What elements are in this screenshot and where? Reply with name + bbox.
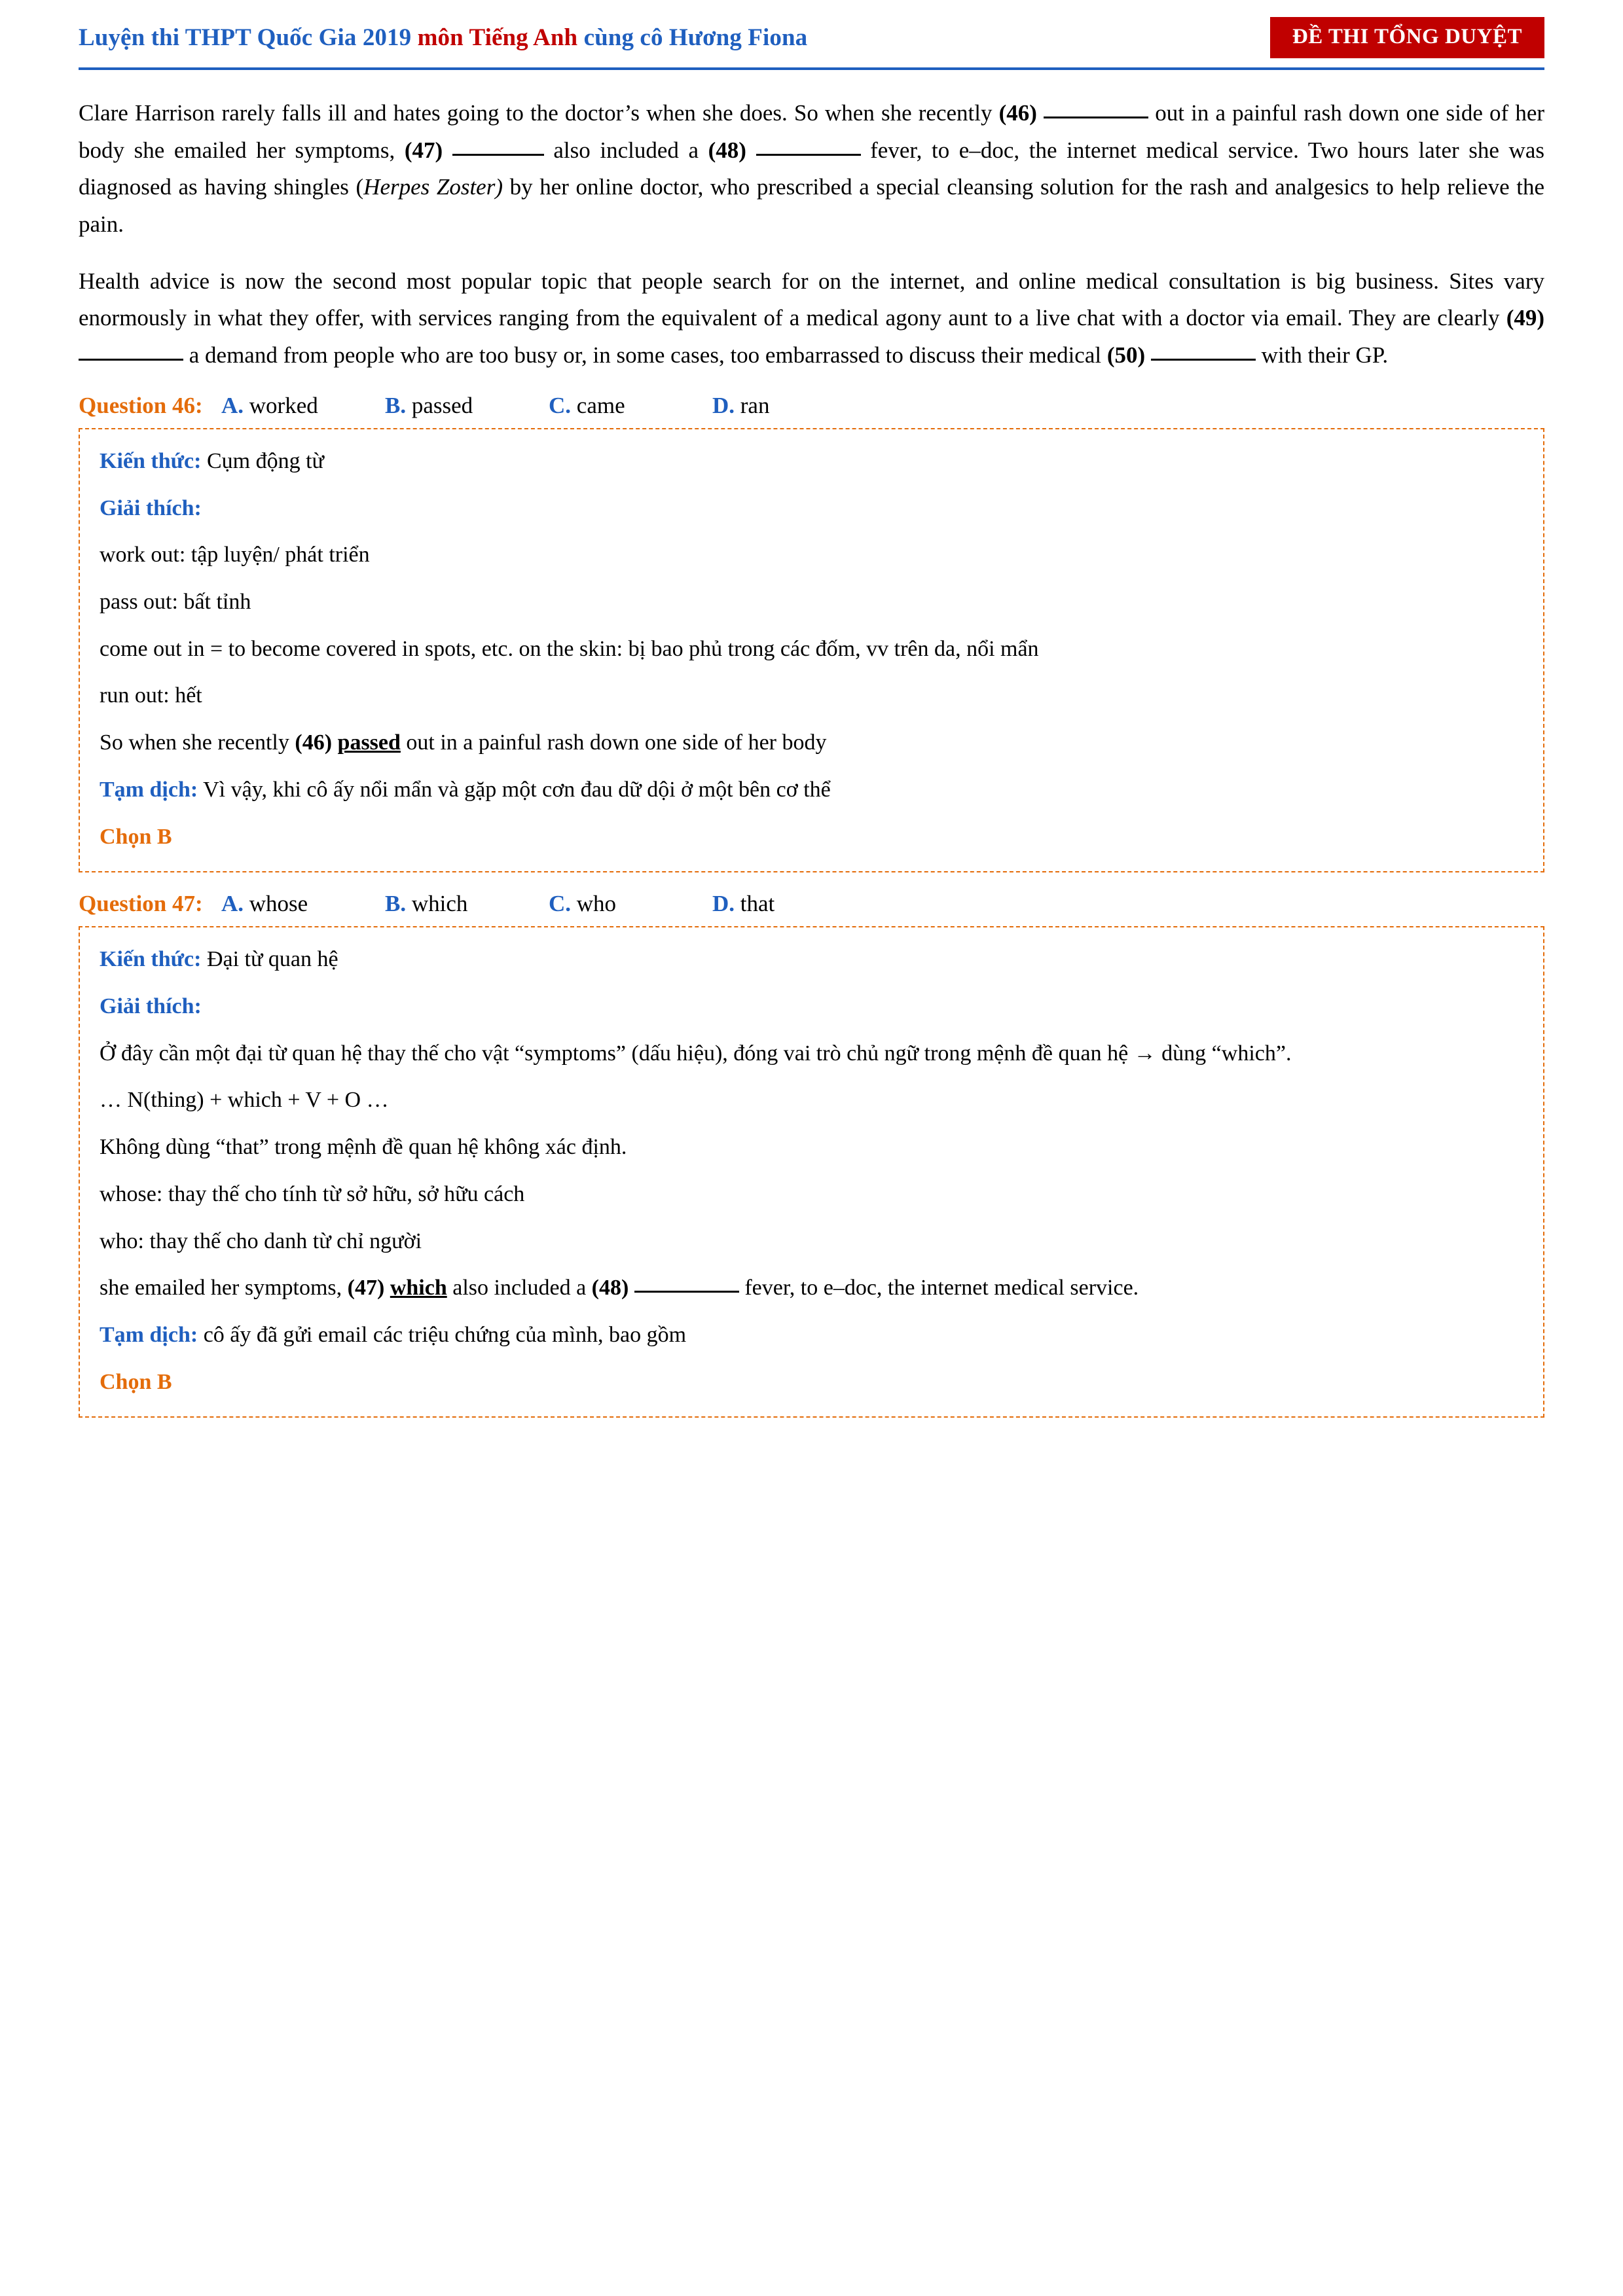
option-text: came (571, 392, 625, 418)
passage-p1-num46: (46) (998, 100, 1037, 126)
option-letter: D. (712, 392, 735, 418)
question-47-option-a[interactable] (221, 891, 385, 917)
header-title-part1: Luyện thi THPT Quốc Gia 2019 (79, 24, 418, 51)
sentence-num: (47) (347, 1276, 385, 1300)
chon-answer: Chọn B (100, 824, 172, 849)
explanation-47-line-4: whose: thay thế cho tính từ sở hữu, sở hữu cách (100, 1181, 525, 1206)
sentence-c: fever, to e–doc, the internet medical service. (739, 1276, 1139, 1300)
tam-dich-46 (100, 772, 1523, 808)
explanation-47-sentence (100, 1270, 1523, 1306)
option-letter: D. (712, 891, 735, 917)
header-divider (79, 67, 1544, 70)
question-row-46 (79, 393, 1544, 419)
option-letter: A. (221, 891, 244, 917)
sentence-num2: (48) (591, 1276, 629, 1300)
blank-46 (1044, 117, 1148, 118)
chon-47 (100, 1365, 1523, 1400)
header-title-part3: cùng cô Hương Fiona (583, 24, 808, 51)
option-text: who (571, 891, 617, 917)
explanation-47-line-5: who: thay thế cho danh từ chỉ người (100, 1229, 422, 1253)
kien-thuc-value: Cụm động từ (201, 448, 324, 473)
chon-answer: Chọn B (100, 1369, 172, 1394)
giai-thich-label: Giải thích: (100, 495, 202, 520)
passage-paragraph-1 (79, 95, 1544, 243)
passage-p1-a: Clare Harrison rarely falls ill and hates going to the doctor’s when she does. So when she recently (79, 100, 999, 126)
explanation-46-sentence (100, 725, 1523, 761)
option-text: that (735, 891, 775, 917)
passage-p2-a: Health advice is now the second most popular topic that people search for on the internet, and online medical consultation is big business. Sites vary enormously in what they offer, with services ranging from the equivalent of a medical agony aunt to a live chat with a doctor via email. They are clearly (79, 268, 1544, 331)
sentence-a: So when she recently (100, 730, 295, 755)
tam-dich-label: Tạm dịch: (100, 1323, 198, 1348)
tam-dich-value: cô ấy đã gửi email các triệu chứng của mình, bao gồm (198, 1323, 687, 1348)
kien-thuc-47 (100, 942, 1523, 977)
question-47-option-b[interactable] (385, 891, 549, 917)
passage-p2-num49: (49) (1506, 305, 1544, 331)
passage-p1-e: by her online doctor, who prescribed a special cleansing solution for the rash and analgesics to help relieve the pain. (79, 174, 1544, 238)
passage-p1-num47: (47) (404, 137, 443, 163)
sentence-num: (46) (295, 730, 333, 755)
option-letter: C. (549, 392, 572, 418)
sentence-b: also included a (447, 1276, 592, 1300)
blank-48-explanation (634, 1291, 739, 1293)
explanation-47-line-1: Ở đây cần một đại từ quan hệ thay thế cho vật “symptoms” (dấu hiệu), đóng vai trò chủ ngữ trong mệnh đề quan hệ → dùng “which”. (100, 1041, 1292, 1066)
option-text: passed (406, 392, 473, 418)
passage-p1-c: also included a (543, 137, 708, 163)
passage-p1-num48: (48) (708, 137, 746, 163)
question-47-option-d[interactable] (712, 891, 856, 917)
passage-p2-b: a demand from people who are too busy or, in some cases, too embarrassed to discuss their medical (183, 342, 1107, 368)
option-text: whose (244, 891, 308, 917)
passage-p1-b: out in a painful rash down one side of her body she emailed her symptoms, (79, 100, 1545, 163)
blank-48 (756, 154, 861, 156)
tam-dich-label: Tạm dịch: (100, 777, 198, 802)
explanation-46-line-3: come out in = to become covered in spots, etc. on the skin: bị bao phủ trong các đốm, vv trên da, nổi mẩn (100, 636, 1039, 661)
passage-p2-num50: (50) (1106, 342, 1146, 368)
blank-47 (452, 154, 544, 156)
giai-thich-46-label (100, 491, 1523, 526)
passage-p2-c: with their GP. (1255, 342, 1389, 368)
blank-50 (1151, 359, 1256, 361)
exam-badge: ĐỀ THI TỔNG DUYỆT (1270, 17, 1544, 58)
sentence-b: out in a painful rash down one side of her body (400, 730, 827, 755)
explanation-46-line-4: run out: hết (100, 683, 202, 708)
explanation-46-line-2: pass out: bất tỉnh (100, 589, 251, 614)
question-46-label: Question 46: (79, 392, 203, 418)
header-title-part2: môn Tiếng Anh (417, 24, 584, 51)
option-letter: B. (385, 891, 407, 917)
question-47-option-c[interactable] (549, 891, 712, 917)
passage-p1-italic: Herpes Zoster) (363, 174, 503, 200)
kien-thuc-label: Kiến thức: (100, 448, 202, 473)
option-letter: B. (385, 392, 407, 418)
giai-thich-47-label (100, 989, 1523, 1024)
question-row-47 (79, 891, 1544, 917)
blank-49 (79, 359, 183, 361)
explanation-47-line-2: … N(thing) + which + V + O … (100, 1088, 389, 1113)
passage-paragraph-2 (79, 263, 1544, 374)
option-text: worked (244, 392, 318, 418)
page-header (79, 0, 1544, 67)
question-46-option-d[interactable] (712, 393, 856, 419)
option-text: which (406, 891, 468, 917)
question-47-label: Question 47: (79, 891, 203, 917)
explanation-box-47 (79, 926, 1544, 1418)
tam-dich-47 (100, 1318, 1523, 1353)
kien-thuc-value: Đại từ quan hệ (201, 947, 338, 972)
kien-thuc-label: Kiến thức: (100, 947, 202, 972)
explanation-46-line-1: work out: tập luyện/ phát triển (100, 543, 370, 567)
option-letter: C. (549, 891, 572, 917)
question-46-option-c[interactable] (549, 393, 712, 419)
kien-thuc-46 (100, 444, 1523, 479)
option-letter: A. (221, 392, 244, 418)
option-text: ran (735, 392, 770, 418)
explanation-47-line-3: Không dùng “that” trong mệnh đề quan hệ không xác định. (100, 1135, 627, 1160)
explanation-box-46 (79, 428, 1544, 872)
giai-thich-label: Giải thích: (100, 994, 202, 1018)
sentence-a: she emailed her symptoms, (100, 1276, 348, 1300)
question-46-option-a[interactable] (221, 393, 385, 419)
passage-p1-d: fever, to e–doc, the internet medical service. Two hours later she was diagnosed as having shingles ( (79, 137, 1544, 200)
sentence-answer: which (390, 1276, 447, 1300)
header-title (79, 24, 807, 52)
tam-dich-value: Vì vậy, khi cô ấy nổi mẩn và gặp một cơn đau dữ dội ở một bên cơ thể (198, 777, 831, 802)
sentence-answer: passed (337, 730, 401, 755)
chon-46 (100, 819, 1523, 855)
question-46-option-b[interactable] (385, 393, 549, 419)
